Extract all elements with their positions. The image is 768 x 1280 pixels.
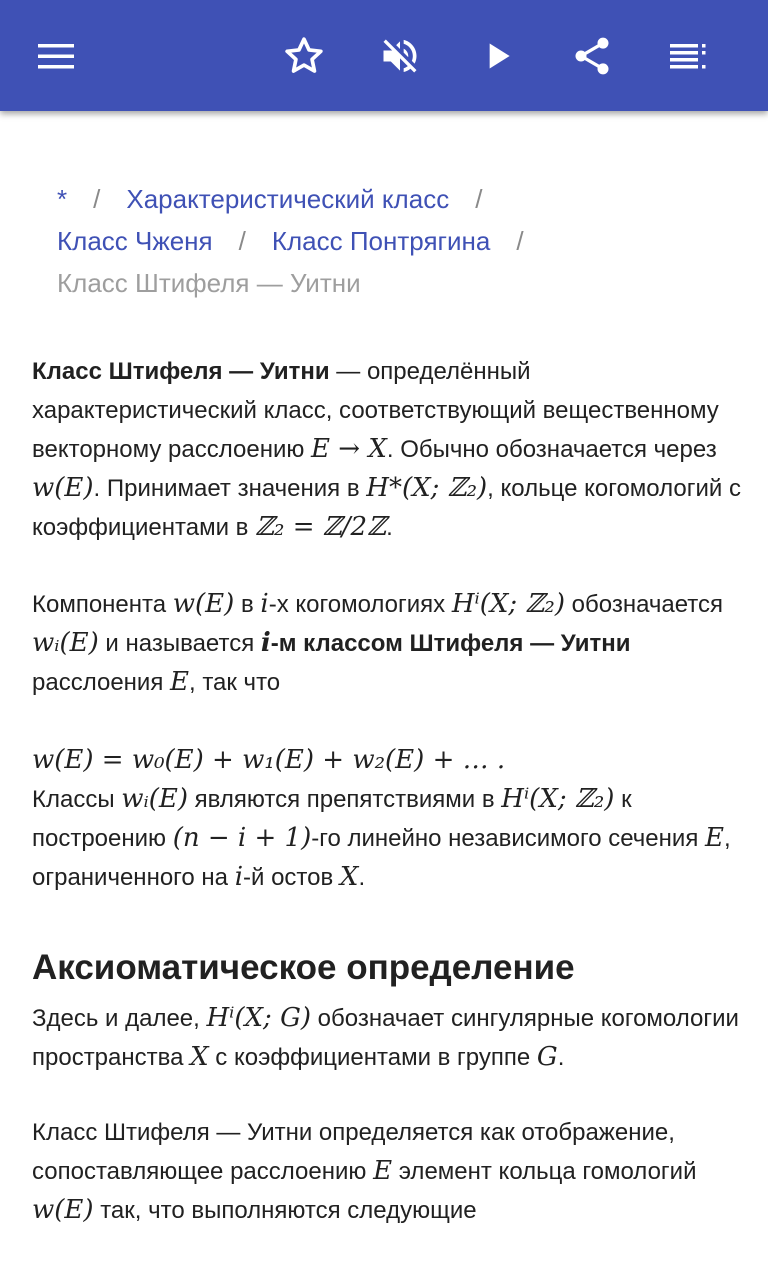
section-heading: Аксиоматическое определение <box>32 948 575 987</box>
math-n-i-1: (n − i + 1) <box>172 823 312 853</box>
definition-paragraph <box>32 1113 742 1230</box>
text: . <box>358 864 366 891</box>
text: обозначается <box>564 591 724 618</box>
text: — определённый характеристический класс, соответствующий вещественному векторному расслоению <box>32 358 719 463</box>
menu-icon <box>36 41 76 71</box>
math-i: i <box>260 628 271 658</box>
contents-button[interactable] <box>660 28 716 84</box>
math-i: i <box>260 589 269 619</box>
obstruction-paragraph <box>32 780 742 897</box>
math-hi-g: Hⁱ(X; G) <box>206 1003 311 1033</box>
math-x: X <box>190 1042 209 1072</box>
math-hi: Hⁱ(X; ℤ₂) <box>451 589 565 619</box>
bookmark-button[interactable] <box>276 28 332 84</box>
text: -й остов <box>243 864 340 891</box>
component-paragraph <box>32 585 742 702</box>
menu-button[interactable] <box>28 28 84 84</box>
math-e: E <box>373 1156 393 1186</box>
app-bar <box>0 0 768 111</box>
text: с коэффициентами в группе <box>208 1044 537 1071</box>
text: Здесь и далее, <box>32 1005 207 1032</box>
breadcrumb-link-chern-class[interactable]: Класс Чженя <box>57 226 213 256</box>
breadcrumb-link-pontryagin-class[interactable]: Класс Понтрягина <box>271 226 491 256</box>
math-cohomology-ring: H*(X; ℤ₂) <box>366 473 488 503</box>
sum-formula: w(E) = w₀(E) + w₁(E) + w₂(E) + … . <box>32 745 506 775</box>
text: являются препятствиями в <box>188 786 502 813</box>
math-e: E <box>704 823 724 853</box>
text: элемент кольца гомологий <box>392 1158 697 1185</box>
math-w-e: w(E) <box>172 589 235 619</box>
text: к построению <box>32 786 632 852</box>
text: в <box>234 591 261 618</box>
text: -х когомологиях <box>268 591 452 618</box>
text: , кольце когомологий с коэффициентами в <box>32 475 741 541</box>
text: Классы <box>32 786 122 813</box>
text: , ограниченного на <box>32 825 731 891</box>
text: , так что <box>188 669 281 696</box>
text: . <box>557 1044 565 1071</box>
breadcrumb-separator: / <box>238 226 246 256</box>
math-g: G <box>536 1042 558 1072</box>
breadcrumb-separator: / <box>475 184 483 214</box>
text: . Обычно обозначается через <box>386 436 717 463</box>
text: Класс Штифеля — Уитни определяется как отображение, сопоставляющее расслоению <box>32 1119 675 1185</box>
math-hi: Hⁱ(X; ℤ₂) <box>501 784 615 814</box>
math-e: E <box>170 667 189 697</box>
play-button[interactable] <box>470 28 526 84</box>
math-w-e: w(E) <box>32 473 94 503</box>
term-bold: -м классом Штифеля — Уитни <box>270 630 631 657</box>
share-button[interactable] <box>564 28 620 84</box>
term-bold: Класс Штифеля — Уитни <box>32 358 330 385</box>
breadcrumb-link-characteristic-class[interactable]: Характеристический класс <box>126 184 450 214</box>
text: обозначает сингулярные когомологии пространства <box>32 1005 739 1071</box>
mute-button[interactable] <box>372 28 428 84</box>
math-i: i <box>234 862 244 892</box>
math-bundle-map: E → X <box>311 434 387 464</box>
star-icon <box>282 34 326 78</box>
text: Компонента <box>32 591 173 618</box>
text: расслоения <box>32 669 170 696</box>
breadcrumb-current: Класс Штифеля — Уитни <box>57 268 361 298</box>
article-content <box>32 150 742 1230</box>
share-icon <box>570 34 614 78</box>
volume-off-icon <box>378 34 422 78</box>
text: и называется <box>98 630 261 657</box>
math-w-e: w(E) <box>32 1195 94 1225</box>
text: так, что выполняются следующие <box>93 1197 477 1224</box>
breadcrumb <box>32 178 742 304</box>
breadcrumb-separator: / <box>516 226 524 256</box>
notation-paragraph <box>32 999 742 1077</box>
text: -го линейно независимого сечения <box>311 825 705 852</box>
math-x: X <box>339 862 359 892</box>
text: . Принимает значения в <box>93 475 367 502</box>
intro-paragraph <box>32 352 742 547</box>
breadcrumb-separator: / <box>93 184 101 214</box>
toc-icon <box>668 41 708 71</box>
math-wi: wᵢ(E) <box>121 784 189 814</box>
math-wi: wᵢ(E) <box>32 628 99 658</box>
math-z2: ℤ₂ = ℤ/2ℤ <box>255 512 387 542</box>
text: . <box>386 514 393 541</box>
breadcrumb-home-link[interactable]: * <box>57 184 68 214</box>
play-icon <box>478 36 518 76</box>
